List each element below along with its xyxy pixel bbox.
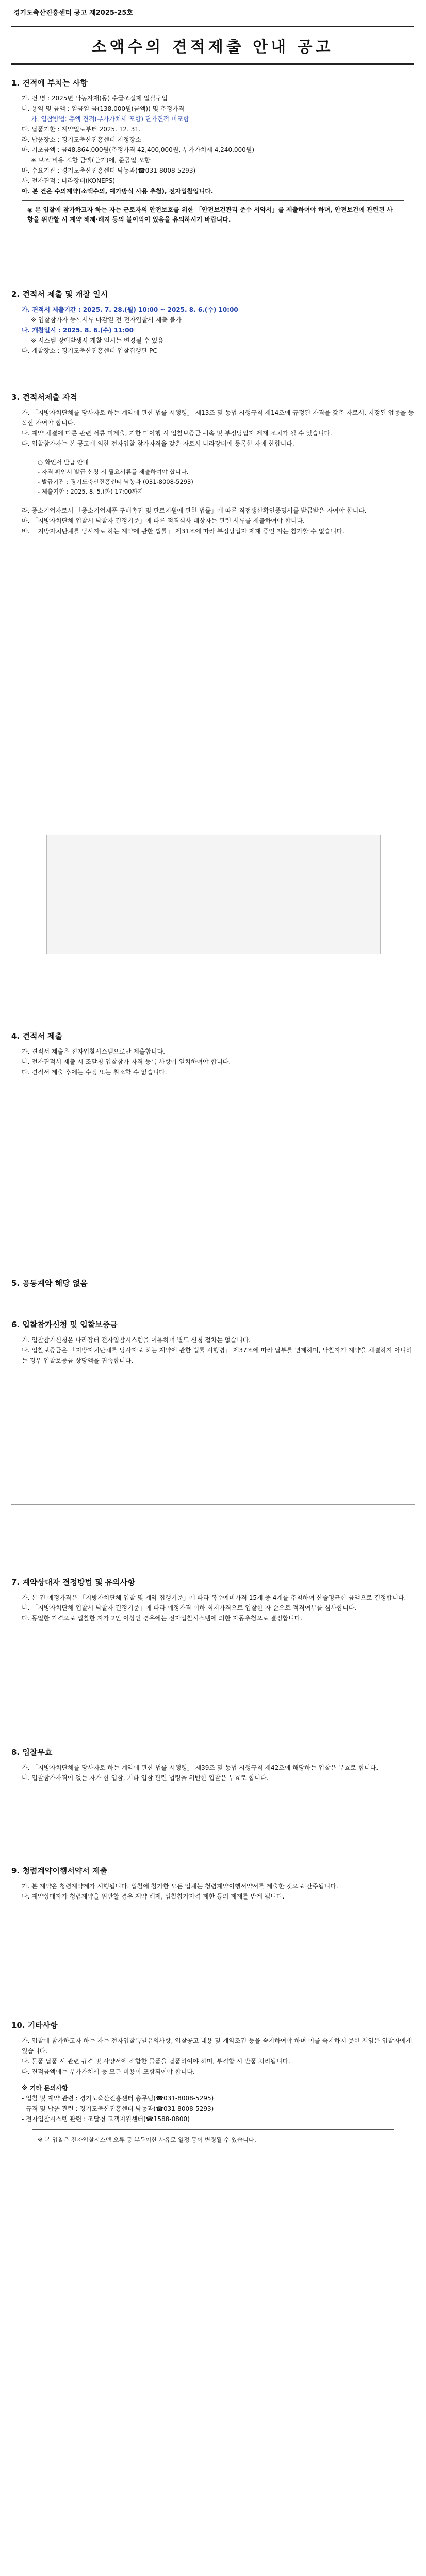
- s3-para: 마. 「지방자치단체 입찰시 낙찰자 결정기준」에 따른 적격심사 대상자는 관련 서류를 제출하여야 합니다.: [22, 517, 305, 524]
- s1-line: 다. 납품기한 : 계약일로부터 2025. 12. 31.: [22, 126, 141, 133]
- s10-para: 다. 견적금액에는 부가가치세 등 모든 비용이 포함되어야 합니다.: [22, 2068, 195, 2075]
- s6-para: 나. 입찰보증금은 「지방자치단체를 당사자로 하는 계약에 관한 법률 시행령」 제37조에 따라 납부를 면제하며, 낙찰자가 계약을 체결하지 아니하는 경우 입찰보증금 상당액을 귀속합니다.: [22, 1347, 413, 1364]
- page-divider: [11, 1504, 415, 1505]
- section-7-heading: 7. 계약상대자 결정방법 및 유의사항: [11, 1578, 135, 1587]
- section-6-heading: 6. 입찰참가신청 및 입찰보증금: [11, 1320, 118, 1329]
- s1-line: 사. 전자견적 : 나라장터(KONEPS): [22, 177, 116, 184]
- s8-para: 나. 입찰참가자격이 없는 자가 한 입찰, 기타 입찰 관련 법령을 위반한 입찰은 무효로 합니다.: [22, 1774, 269, 1782]
- s1-line: ※ 보조 비용 포함 금액(반기)에, 준공일 포함: [31, 157, 151, 164]
- safety-notice-text: ◉ 본 입찰에 참가하고자 하는 자는 근로자의 안전보호를 위한 「안전보건관리 준수 서약서」를 제출하여야 하며, 안전보건에 관련된 사항을 위반할 시 계약 해제·해지 등의 불이익이 있음을 유의하시기 바랍니다.: [27, 206, 393, 223]
- s2-line: 다. 개찰장소 : 경기도축산진흥센터 입찰집행관 PC: [22, 347, 157, 354]
- box-line: - 발급기관 : 경기도축산진흥센터 낙농과 (031-8008-5293): [38, 478, 193, 485]
- s9-para: 나. 계약상대자가 청렴계약을 위반할 경우 계약 해제, 입찰참가자격 제한 등의 제재를 받게 됩니다.: [22, 1893, 285, 1900]
- section-5-heading: 5. 공동계약 해당 없음: [11, 1279, 88, 1288]
- s3-para: 가. 「지방자치단체를 당사자로 하는 계약에 관한 법률 시행령」 제13조 및 동법 시행규칙 제14조에 규정된 자격을 갖춘 자로서, 지정된 업종을 등록한 자여야 합니다.: [22, 409, 414, 427]
- s3-para: 라. 중소기업자로서 「중소기업제품 구매촉진 및 판로지원에 관한 법률」에 따른 직접생산확인증명서를 발급받은 자여야 합니다.: [22, 507, 367, 514]
- box-line: - 제출기한 : 2025. 8. 5.(화) 17:00까지: [38, 488, 143, 495]
- section-8-heading: 8. 입찰무효: [11, 1748, 53, 1757]
- s7-para: 가. 본 건 예정가격은 「지방자치단체 입찰 및 계약 집행기준」에 따라 복수예비가격 15개 중 4개를 추첨하여 산술평균한 금액으로 결정합니다.: [22, 1594, 406, 1601]
- s7-para: 나. 「지방자치단체 입찰시 낙찰자 결정기준」에 따라 예정가격 이하 최저가격으로 입찰한 자 순으로 적격여부를 심사합니다.: [22, 1604, 357, 1612]
- s10-para: 가. 입찰에 참가하고자 하는 자는 전자입찰특별유의사항, 입찰공고 내용 및 계약조건 등을 숙지하여야 하며 이를 숙지하지 못한 책임은 입찰자에게 있습니다.: [22, 2037, 412, 2055]
- s1-line: 가. 건 명 : 2025년 낙농자재(동) 수급조절제 일괄구입: [22, 95, 168, 102]
- s1-line: 바. 수요기관 : 경기도축산진흥센터 낙농과(☎031-8008-5293): [22, 167, 196, 174]
- certificate-box: [32, 453, 394, 501]
- section-9-heading: 9. 청렴계약이행서약서 제출: [11, 1866, 107, 1875]
- section-1-heading: 1. 견적에 부치는 사항: [11, 78, 88, 88]
- section-2-heading: 2. 견적서 제출 및 개찰 일시: [11, 290, 108, 299]
- s1-line: 가. 입찰방법: 총액 견적(부가가치세 포함) 단가견적 미포함: [31, 115, 189, 123]
- box-line: ○ 확인서 발급 안내: [38, 459, 89, 466]
- section-10-heading: 10. 기타사항: [11, 2021, 58, 2030]
- s6-para: 가. 입찰참가신청은 나라장터 전자입찰시스템을 이용하며 별도 신청 절차는 없습니다.: [22, 1336, 251, 1344]
- section-1: [11, 77, 415, 233]
- s3-para: 바. 「지방자치단체를 당사자로 하는 계약에 관한 법률」 제31조에 따라 부정당업자 제재 중인 자는 참가할 수 없습니다.: [22, 528, 345, 535]
- s2-line: ※ 시스템 장애발생시 개찰 일시는 변경될 수 있음: [31, 337, 164, 344]
- section-6: [11, 1319, 415, 1366]
- s2-line: 나. 개찰일시 : 2025. 8. 6.(수) 11:00: [22, 327, 134, 334]
- contact-title: ※ 기타 문의사항: [22, 2084, 68, 2092]
- embedded-image: [46, 835, 381, 954]
- final-notice-box: [32, 2129, 394, 2150]
- s4-para: 다. 견적서 제출 후에는 수정 또는 취소할 수 없습니다.: [22, 1069, 167, 1076]
- section-10: [11, 2020, 415, 2156]
- s3-para: 다. 입찰참가자는 본 공고에 의한 전자입찰 참가자격을 갖춘 자로서 나라장터에 등록한 자에 한합니다.: [22, 440, 294, 447]
- section-2: [11, 289, 415, 356]
- section-5: [11, 1278, 415, 1294]
- page-title: 소액수의 견적제출 안내 공고: [91, 38, 334, 56]
- section-3: [11, 392, 415, 536]
- safety-notice: [22, 200, 404, 229]
- section-4-heading: 4. 견적서 제출: [11, 1031, 63, 1041]
- contact-line: - 전자입찰시스템 관련 : 조달청 고객지원센터(☎1588-0800): [22, 2115, 190, 2123]
- document-number: 경기도축산진흥센터 공고 제2025-25호: [13, 9, 133, 17]
- s2-line: ※ 입찰참가자 등록서류 마감일 전 전자입찰서 제출 불가: [31, 316, 182, 324]
- contact-line: - 규격 및 납품 관련 : 경기도축산진흥센터 낙농과(☎031-8008-5293): [22, 2105, 214, 2112]
- section-9: [11, 1865, 415, 1902]
- title-box: [11, 26, 414, 65]
- contact-line: - 입찰 및 계약 관련 : 경기도축산진흥센터 총무팀(☎031-8008-5295): [22, 2095, 214, 2102]
- s4-para: 가. 견적서 제출은 전자입찰시스템으로만 제출합니다.: [22, 1048, 165, 1055]
- s1-line: 라. 납품장소 : 경기도축산진흥센터 지정장소: [22, 136, 141, 143]
- box-line: - 자격 확인서 발급 신청 시 필요서류를 제출하여야 합니다.: [38, 468, 189, 476]
- s1-line: 나. 용역 및 금액 : 일금일 금(138,000원(금액)) 및 추정가격: [22, 105, 185, 112]
- s1-line: 마. 기초금액 : 금48,864,000원(추정가격 42,400,000원, 부가가치세 4,240,000원): [22, 146, 255, 154]
- s4-para: 나. 전자견적서 제출 시 조달청 입찰참가 자격 등록 사항이 일치하여야 합니다.: [22, 1058, 231, 1065]
- s9-para: 가. 본 계약은 청렴계약제가 시행됩니다. 입찰에 참가한 모든 업체는 청렴계약이행서약서를 제출한 것으로 간주됩니다.: [22, 1883, 338, 1890]
- section-7: [11, 1577, 415, 1623]
- s2-line: 가. 견적서 제출기간 : 2025. 7. 28.(월) 10:00 ~ 2025. 8. 6.(수) 10:00: [22, 306, 238, 313]
- section-4: [11, 1030, 415, 1077]
- s3-para: 나. 계약 체결에 따른 관련 서류 미제출, 기한 미이행 시 입찰보증금 귀속 및 부정당업자 제재 조치가 될 수 있습니다.: [22, 430, 332, 437]
- s1-line: 아. 본 건은 수의계약(소액수의, 예가방식 사용 추첨), 전자입찰입니다.: [22, 188, 214, 195]
- section-3-heading: 3. 견적서제출 자격: [11, 393, 78, 402]
- s7-para: 다. 동일한 가격으로 입찰한 자가 2인 이상인 경우에는 전자입찰시스템에 의한 자동추첨으로 결정합니다.: [22, 1615, 303, 1622]
- s8-para: 가. 「지방자치단체를 당사자로 하는 계약에 관한 법률 시행령」 제39조 및 동법 시행규칙 제42조에 해당하는 입찰은 무효로 합니다.: [22, 1764, 379, 1771]
- final-notice-text: ※ 본 입찰은 전자입찰시스템 오류 등 부득이한 사유로 일정 등이 변경될 수 있습니다.: [38, 2136, 256, 2143]
- s10-para: 나. 물품 납품 시 관련 규격 및 사양서에 적합한 물품을 납품하여야 하며, 부적합 시 반품 처리됩니다.: [22, 2058, 290, 2065]
- section-8: [11, 1747, 415, 1783]
